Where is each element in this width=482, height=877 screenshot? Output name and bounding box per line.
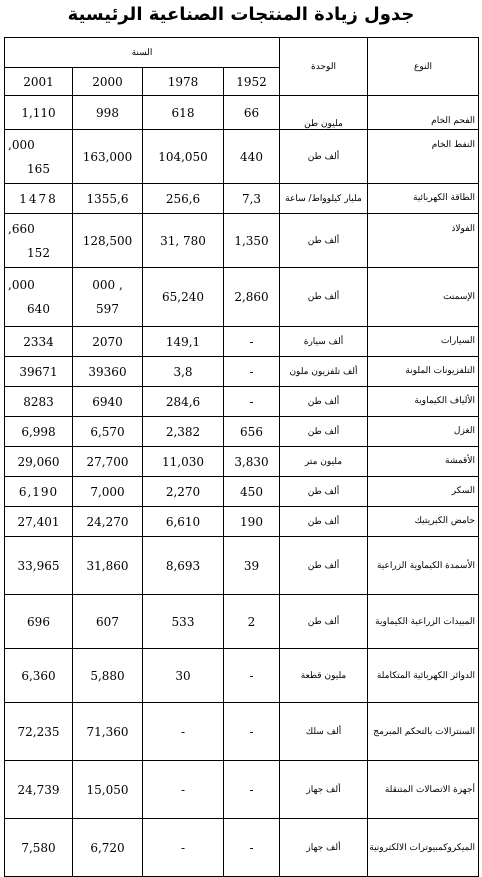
cell-2001: [5, 130, 73, 184]
cell-type: الفولاذ: [368, 214, 479, 268]
cell-1978: 65,240: [143, 268, 224, 327]
cell-1978: 618: [143, 96, 224, 130]
cell-type: المبيدات الزراعية الكيماوية: [368, 595, 479, 649]
table-row: [5, 507, 479, 537]
cell-2000: 163,000: [73, 130, 143, 184]
cell-unit: مليون طن: [280, 96, 368, 130]
cell-2001: 72,235: [5, 703, 73, 761]
cell-type: التلفزيونات الملونة: [368, 357, 479, 387]
cell-type: الغزل: [368, 417, 479, 447]
table-row: [5, 537, 479, 595]
cell-2001-line2: 152: [27, 245, 50, 260]
cell-1952: 39: [224, 537, 280, 595]
year-header-2000: 2000: [73, 68, 143, 96]
cell-2000: 15,050: [73, 761, 143, 819]
cell-1978: 2,270: [143, 477, 224, 507]
cell-2001: 2334: [5, 327, 73, 357]
cell-type: النفط الخام: [368, 130, 479, 184]
cell-1978: 8,693: [143, 537, 224, 595]
cell-1978: 104,050: [143, 130, 224, 184]
cell-unit: ألف طن: [280, 537, 368, 595]
cell-1978: 2,382: [143, 417, 224, 447]
table-row: [5, 649, 479, 703]
cell-1952: 656: [224, 417, 280, 447]
cell-2000: 39360: [73, 357, 143, 387]
cell-2000: 6,720: [73, 819, 143, 877]
cell-2001: 24,739: [5, 761, 73, 819]
cell-unit: مليار كيلوواط/ ساعة: [280, 184, 368, 214]
cell-2000-line1: 000 ,: [92, 278, 123, 292]
type-column-header: النوع: [368, 38, 479, 96]
cell-1978: 284,6: [143, 387, 224, 417]
table-row: [5, 703, 479, 761]
cell-type: الألياف الكيماوية: [368, 387, 479, 417]
cell-2000: 998: [73, 96, 143, 130]
cell-type: الدوائر الكهربائية المتكاملة: [368, 649, 479, 703]
cell-2001-line1: ,660: [8, 221, 35, 236]
table-row: [5, 447, 479, 477]
table-row: [5, 595, 479, 649]
cell-unit: مليون متر: [280, 447, 368, 477]
year-header-1978: 1978: [143, 68, 224, 96]
table-row: [5, 417, 479, 447]
cell-2001: 6,998: [5, 417, 73, 447]
cell-2000: [73, 268, 143, 327]
cell-1978: 11,030: [143, 447, 224, 477]
cell-2000: 27,700: [73, 447, 143, 477]
cell-1952: -: [224, 327, 280, 357]
cell-2000: 6,570: [73, 417, 143, 447]
cell-unit: ألف تلفزيون ملون: [280, 357, 368, 387]
cell-1952: 450: [224, 477, 280, 507]
cell-2000: 2070: [73, 327, 143, 357]
cell-1978: 149,1: [143, 327, 224, 357]
table-row: [5, 184, 479, 214]
table-row: [5, 268, 479, 327]
year-header-2001: 2001: [5, 68, 73, 96]
cell-1952: -: [224, 703, 280, 761]
cell-type: السنترالات بالتحكم المبرمج: [368, 703, 479, 761]
cell-unit: ألف طن: [280, 477, 368, 507]
cell-2001: 33,965: [5, 537, 73, 595]
cell-unit: ألف طن: [280, 595, 368, 649]
table-row: [5, 477, 479, 507]
cell-1978: 6,610: [143, 507, 224, 537]
cell-1952: -: [224, 387, 280, 417]
cell-unit: ألف جهاز: [280, 761, 368, 819]
table-row: [5, 327, 479, 357]
cell-type: أجهزة الاتصالات المتنقلة: [368, 761, 479, 819]
cell-2000: 71,360: [73, 703, 143, 761]
table-row: [5, 96, 479, 130]
table-row: [5, 761, 479, 819]
cell-unit: ألف طن: [280, 214, 368, 268]
cell-1952: 66: [224, 96, 280, 130]
page-title: جدول زيادة المنتجات الصناعية الرئيسية: [67, 4, 415, 25]
cell-2000: 6940: [73, 387, 143, 417]
cell-2001: 1,110: [5, 96, 73, 130]
cell-unit: ألف طن: [280, 507, 368, 537]
cell-1978: -: [143, 819, 224, 877]
cell-type: الأقمشة: [368, 447, 479, 477]
cell-2001: 27,401: [5, 507, 73, 537]
cell-2001: 29,060: [5, 447, 73, 477]
cell-1952: 2,860: [224, 268, 280, 327]
cell-2000: 5,880: [73, 649, 143, 703]
cell-1952: -: [224, 357, 280, 387]
year-group-header: السنة: [5, 38, 280, 68]
cell-1978: 533: [143, 595, 224, 649]
cell-1952: 7,3: [224, 184, 280, 214]
cell-1978: 30: [143, 649, 224, 703]
cell-2001: 7,580: [5, 819, 73, 877]
cell-1952: 1,350: [224, 214, 280, 268]
cell-2001-line2: 640: [27, 302, 50, 316]
table-row: [5, 819, 479, 877]
cell-unit: ألف طن: [280, 387, 368, 417]
table-row: [5, 130, 479, 184]
cell-type: السكر: [368, 477, 479, 507]
cell-2000: 7,000: [73, 477, 143, 507]
cell-1952: 440: [224, 130, 280, 184]
cell-2000: 607: [73, 595, 143, 649]
cell-unit: ألف طن: [280, 417, 368, 447]
cell-2001: 6,190: [5, 477, 73, 507]
cell-type: حامض الكبريتيك: [368, 507, 479, 537]
cell-2001: 1478: [5, 184, 73, 214]
cell-2000-line2: 597: [96, 302, 119, 316]
cell-2001: [5, 268, 73, 327]
cell-unit: ألف سيارة: [280, 327, 368, 357]
cell-2001: 8283: [5, 387, 73, 417]
cell-2000: 1355,6: [73, 184, 143, 214]
cell-1978: 3,8: [143, 357, 224, 387]
cell-1952: -: [224, 819, 280, 877]
cell-2001-line2: 165: [27, 161, 50, 176]
cell-2000: 31,860: [73, 537, 143, 595]
cell-1978: -: [143, 761, 224, 819]
cell-1952: 3,830: [224, 447, 280, 477]
cell-type: الميكروكمبيوترات الالكترونية: [368, 819, 479, 877]
cell-1978: -: [143, 703, 224, 761]
cell-1952: -: [224, 649, 280, 703]
year-header-1952: 1952: [224, 68, 280, 96]
table-row: [5, 214, 479, 268]
cell-2000: 24,270: [73, 507, 143, 537]
cell-2000: 128,500: [73, 214, 143, 268]
industrial-products-table: [4, 37, 479, 877]
table-row: [5, 387, 479, 417]
cell-type: الأسمدة الكيماوية الزراعية: [368, 537, 479, 595]
cell-2001: 6,360: [5, 649, 73, 703]
cell-type: الطاقة الكهربائية: [368, 184, 479, 214]
cell-1952: -: [224, 761, 280, 819]
cell-unit: ألف طن: [280, 268, 368, 327]
cell-type: الإسمنت: [368, 268, 479, 327]
cell-2001-line1: ,000: [8, 137, 35, 152]
cell-2001: 696: [5, 595, 73, 649]
cell-1952: 2: [224, 595, 280, 649]
cell-2001-line1: ,000: [8, 278, 35, 292]
cell-unit: ألف طن: [280, 130, 368, 184]
cell-type: السيارات: [368, 327, 479, 357]
header-row: [5, 38, 479, 68]
cell-2001: [5, 214, 73, 268]
cell-unit: ألف سلك: [280, 703, 368, 761]
cell-1952: 190: [224, 507, 280, 537]
unit-column-header: الوحدة: [280, 38, 368, 96]
cell-1978: 31, 780: [143, 214, 224, 268]
cell-unit: ألف جهاز: [280, 819, 368, 877]
table-row: [5, 357, 479, 387]
cell-unit: مليون قطعة: [280, 649, 368, 703]
cell-type: الفحم الخام: [368, 96, 479, 130]
cell-2001: 39671: [5, 357, 73, 387]
cell-1978: 256,6: [143, 184, 224, 214]
